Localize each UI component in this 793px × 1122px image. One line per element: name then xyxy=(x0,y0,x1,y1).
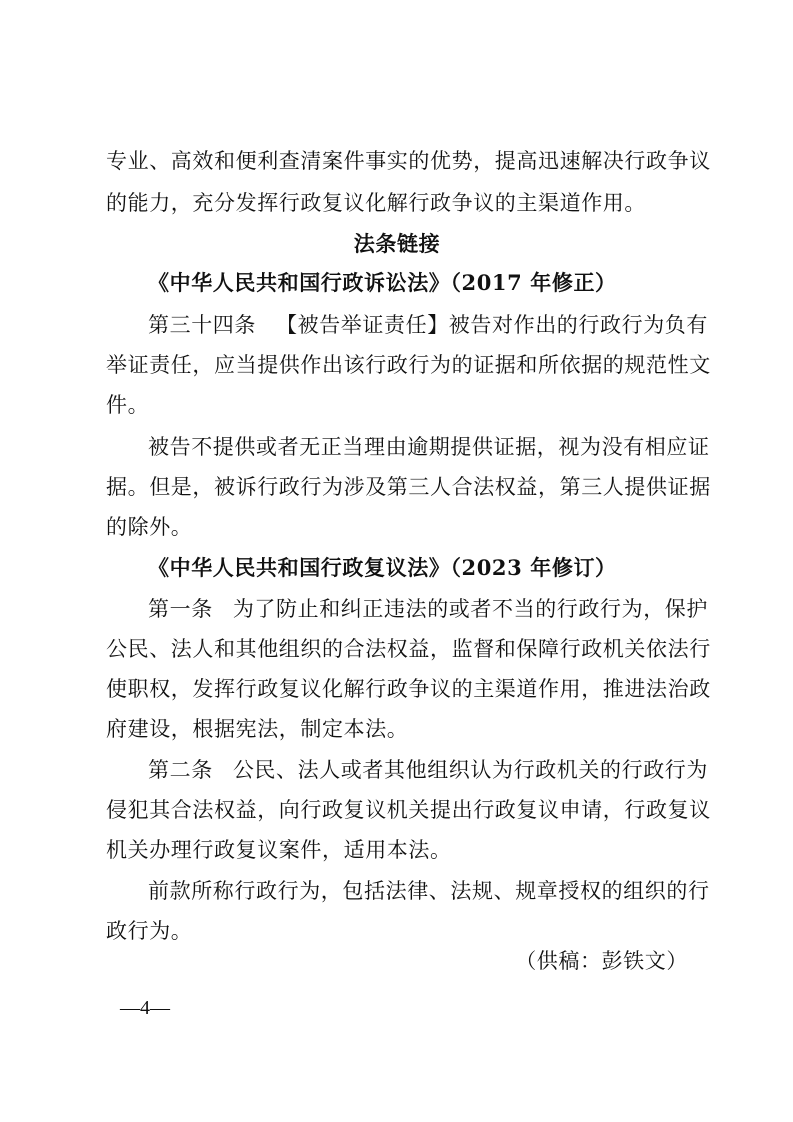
article-number: 第三十四条 xyxy=(148,313,256,337)
body-text-line: 的能力，充分发挥行政复议化解行政争议的主渠道作用。 xyxy=(106,191,646,215)
page-number: —4— xyxy=(120,997,170,1019)
body-text-line: 机关办理行政复议案件，适用本法。 xyxy=(106,838,452,862)
contributor-credit: （供稿：彭铁文） xyxy=(515,949,688,973)
body-text-line: 的除外。 xyxy=(106,515,193,539)
article-text: 【被告举证责任】被告对作出的行政行为负有 xyxy=(276,313,708,337)
article-number: 第一条 xyxy=(148,597,213,621)
body-text-line: 举证责任，应当提供作出该行政行为的证据和所依据的规范性文 xyxy=(106,353,711,377)
body-text-line: 侵犯其合法权益，向行政复议机关提出行政复议申请，行政复议 xyxy=(106,798,711,822)
body-text-line: 公民、法人和其他组织的合法权益，监督和保障行政机关依法行 xyxy=(106,637,711,661)
law-title-admin-litigation: 《中华人民共和国行政诉讼法》（2017 年修正） xyxy=(148,270,617,295)
body-text-line: 前款所称行政行为，包括法律、法规、规章授权的组织的行 xyxy=(148,879,710,903)
article-text: 为了防止和纠正违法的或者不当的行政行为，保护 xyxy=(232,597,709,621)
body-text-line: 件。 xyxy=(106,393,150,417)
body-text-line: 使职权，发挥行政复议化解行政争议的主渠道作用，推进法治政 xyxy=(106,677,711,701)
body-text-line: 府建设，根据宪法，制定本法。 xyxy=(106,717,409,741)
body-text-line: 据。但是，被诉行政行为涉及第三人合法权益，第三人提供证据 xyxy=(106,475,711,499)
body-text-line: 被告不提供或者无正当理由逾期提供证据，视为没有相应证 xyxy=(148,435,710,459)
article-number: 第二条 xyxy=(148,758,213,782)
article-text: 公民、法人或者其他组织认为行政机关的行政行为 xyxy=(232,758,709,782)
body-text-line: 政行为。 xyxy=(106,919,193,943)
article-34-line xyxy=(148,310,708,340)
article-1-line xyxy=(148,594,709,624)
law-title-admin-review: 《中华人民共和国行政复议法》（2023 年修订） xyxy=(148,555,617,580)
body-text-line: 专业、高效和便利查清案件事实的优势，提高迅速解决行政争议 xyxy=(106,149,711,173)
section-title: 法条链接 xyxy=(353,231,441,256)
article-2-line xyxy=(148,755,709,785)
